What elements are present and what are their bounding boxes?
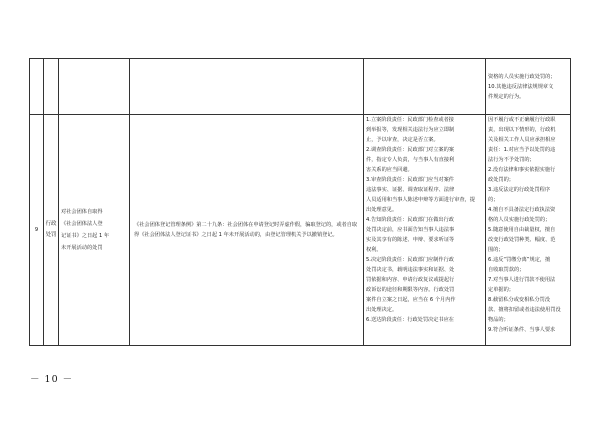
liability-line: 5.随意使用自由裁量权，擅自 (488, 227, 556, 233)
liability-line: 款、擅将扣留或者违法使用罚没 (488, 307, 561, 313)
cell-item-name (59, 115, 130, 346)
liability-line: 3.违反法定的行政处罚程序 (488, 187, 551, 193)
cell-legal-basis (130, 115, 364, 346)
cell-duty-empty (364, 59, 486, 115)
item-line: 《社会团体法人登 (61, 221, 103, 227)
duty-line: 违法事实、证据、调查取证程序、法律 (366, 187, 455, 193)
row-number: 9 (34, 227, 39, 233)
duty-line: 2.调查阶段责任：民政部门对立案的案 (366, 147, 454, 153)
cell-row-number (30, 115, 44, 346)
liability-line: 6.违反“罚缴分离”规定，擅 (488, 257, 551, 263)
legal-basis-text: 《社会团体登记管理条例》第二十九条：社会团体在申请登记时弄虚作假，骗取登记的，或者自取得《社会团体法人登记证书》之日起 1 年未开展活动的，由登记管理机关予以撤销登记。 (134, 222, 358, 238)
liability-line: 责，出现以下情形的，行政机 (488, 127, 556, 133)
liability-line: 9.符合听证条件、当事人要求 (488, 327, 556, 333)
duty-line: 出处理决定。 (366, 307, 398, 313)
duty-line: 权利。 (366, 247, 382, 253)
duty-line: 害关系的应当回避。 (366, 167, 413, 173)
item-line: 记证书》之日起 1 年 (61, 233, 110, 239)
category-line: 处罚 (45, 232, 57, 238)
item-line: 对社会团体自取得 (61, 209, 103, 215)
liability-line: 因不履行或不正确履行行政职 (488, 117, 556, 123)
duty-line: 1.立案阶段责任：民政部门检查或者接 (366, 117, 454, 123)
liability-line: 7.对当事人进行罚款不使用法 (488, 277, 556, 283)
liability-line: 围的； (488, 247, 504, 253)
liability-line: 法行为不予处罚的； (488, 157, 535, 163)
text-line: 10.其他违反法律法规规章文 (488, 83, 554, 90)
cell-item-empty (59, 59, 130, 115)
duty-line: 4.告知阶段责任：民政部门在做出行政 (366, 217, 454, 223)
duty-line: 案件自立案之日起，应当在 6 个月内作 (366, 297, 456, 303)
text-line: 件规定的行为。 (488, 93, 525, 100)
duty-line: 止，予以审查，决定是否立案。 (366, 137, 439, 143)
duty-line: 件，指定专人负责，与当事人有直接利 (366, 157, 455, 163)
table-row-continued (30, 59, 571, 115)
cell-number-empty (30, 59, 44, 115)
duty-line: 出处理意见。 (366, 207, 398, 213)
duty-line: 3.审查阶段责任：民政部门应当对案件 (366, 177, 454, 183)
category-line: 行政 (45, 221, 57, 227)
duty-line: 人员适用和当事人陈述申辩等方面进行审查，提 (366, 197, 475, 203)
duty-line: 处罚决定书，载明违法事实和证据、处 (366, 267, 455, 273)
cell-basis-empty (130, 59, 364, 115)
liability-line: 自收取罚款的； (488, 267, 525, 273)
duty-line: 6.送达阶段责任：行政处罚决定书应在 (366, 317, 454, 323)
duty-line: 5.决定阶段责任：民政部门应制作行政 (366, 257, 454, 263)
page-number: － 10 － (30, 374, 74, 385)
duty-line: 政诉讼的途径和期限等内容。行政处罚 (366, 287, 455, 293)
liability-line: 物品的； (488, 317, 509, 323)
liability-line: 政处罚的； (488, 177, 514, 183)
liability-line: 2.没有法律和事实依据实施行 (488, 167, 556, 173)
liability-line: 责任：1.对应当予以处罚的违 (488, 147, 556, 153)
text-line: 资格的人员实施行政处罚的； (488, 73, 556, 80)
liability-line: 8.截留私分或变相私分罚没 (488, 297, 551, 303)
cell-category (44, 115, 59, 346)
liability-line: 格的人员实施行政处罚的； (488, 217, 551, 223)
liability-line: 关及相关工作人员应承担相应 (488, 137, 556, 143)
liability-line: 的； (488, 197, 499, 203)
cell-liability-continued (486, 59, 571, 115)
cell-category-empty (44, 59, 59, 115)
liability-line: 改变行政处罚种类、幅度、范 (488, 237, 556, 243)
duty-line: 到举报等，发现相关违法行为应立即制 (366, 127, 455, 133)
item-line: 未开展活动的处罚 (61, 245, 103, 251)
liability-line: 4.擅自不具备法定行政执法资 (488, 207, 556, 213)
duty-line: 实及其享有的陈述、申辩、要求听证等 (366, 237, 455, 243)
responsibility-table (29, 58, 571, 346)
cell-duties (364, 115, 486, 346)
duty-line: 处罚决定前，应书面告知当事人违法事 (366, 227, 455, 233)
table-row-9 (30, 115, 571, 346)
liability-line: 定单据的； (488, 287, 514, 293)
cell-liability (486, 115, 571, 346)
duty-line: 罚依据和内容、申请行政复议或提起行 (366, 277, 455, 283)
